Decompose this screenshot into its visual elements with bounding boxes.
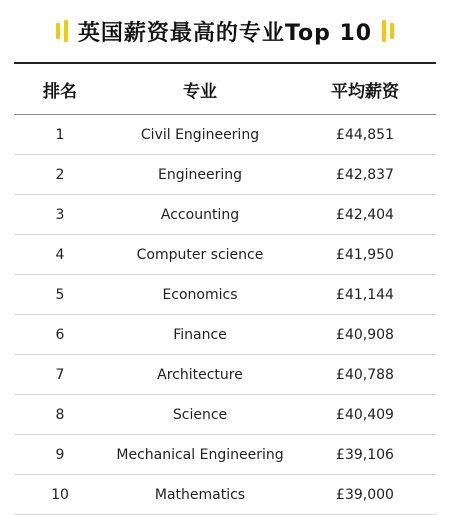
major-cell: Computer science [136,246,264,263]
salary-cell: £40,409 [336,406,394,423]
salary-table [14,62,436,515]
page-title: 英国薪资最高的专业Top 10 [77,20,373,46]
rank-cell: 2 [55,166,65,183]
major-cell: Economics [162,286,238,303]
table-row [14,315,436,355]
major-cell: Science [172,406,228,423]
table-row [14,355,436,395]
header-salary: 平均薪资 [331,81,399,102]
header-major: 专业 [183,81,217,102]
salary-cell: £42,404 [336,206,394,223]
major-cell: Civil Engineering [140,126,260,143]
table-row [14,115,436,155]
salary-cell: £41,144 [336,286,394,303]
table-header [14,64,436,115]
table-row [14,395,436,435]
rank-cell: 10 [51,486,69,503]
table-row [14,475,436,515]
rank-cell: 9 [55,446,65,463]
salary-cell: £40,788 [336,366,394,383]
table-row [14,235,436,275]
major-cell: Engineering [158,166,242,183]
major-cell: Mathematics [154,486,246,503]
salary-cell: £39,000 [336,486,394,503]
major-cell: Accounting [160,206,240,223]
table-row [14,435,436,475]
rank-cell: 1 [55,126,65,143]
major-cell: Architecture [157,366,243,383]
table-row [14,275,436,315]
rank-cell: 5 [55,286,65,303]
major-cell: Finance [173,326,227,343]
salary-cell: £40,908 [336,326,394,343]
rank-cell: 7 [55,366,65,383]
major-cell: Mechanical Engineering [116,446,284,463]
salary-cell: £42,837 [336,166,394,183]
salary-cell: £44,851 [336,126,394,143]
table-row [14,195,436,235]
rank-cell: 4 [55,246,65,263]
rank-cell: 3 [55,206,65,223]
title-bar [0,0,450,62]
rank-cell: 8 [55,406,65,423]
title-decoration-right [382,18,394,44]
table-row [14,155,436,195]
rank-cell: 6 [55,326,65,343]
title-decoration-left [56,18,68,44]
salary-cell: £41,950 [336,246,394,263]
salary-cell: £39,106 [336,446,394,463]
header-rank: 排名 [43,81,77,102]
